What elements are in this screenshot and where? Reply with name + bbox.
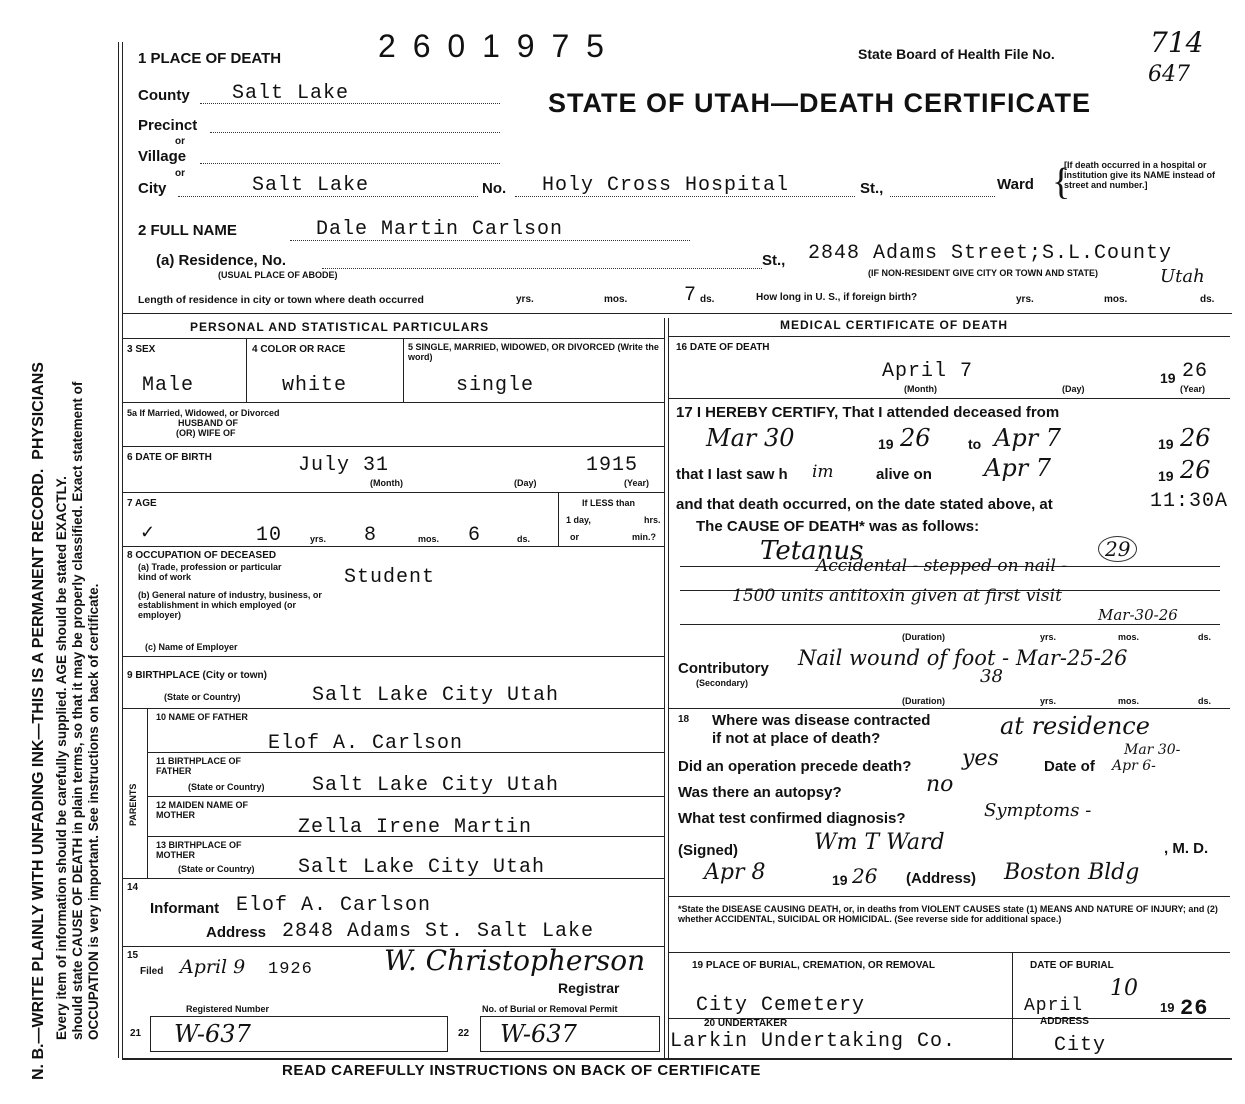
color-label: 4 COLOR OR RACE (252, 344, 346, 355)
footer-instructions: READ CAREFULLY INSTRUCTIONS ON BACK OF CERTIFICATE (282, 1062, 761, 1079)
signed-label: (Signed) (678, 842, 738, 859)
residence-label: (a) Residence, No. (156, 252, 287, 269)
contributory-extra: 38 (980, 666, 1003, 687)
state-hand: Utah (1160, 266, 1205, 287)
father-bp-label: 11 BIRTHPLACE OF FATHER (156, 756, 242, 776)
county-label: County (138, 87, 190, 104)
column-divider (668, 318, 669, 1058)
item-22: 22 (458, 1028, 470, 1039)
date-of-death-year: 26 (1182, 360, 1209, 383)
attended-to-lbl: to (968, 436, 982, 452)
operation-label: Did an operation precede death? (678, 758, 912, 775)
spouse-label-3: (OR) WIFE OF (176, 428, 236, 438)
medical-line-2 (668, 708, 1230, 709)
father-bp-sub: (State or Country) (188, 782, 265, 792)
cause-2: Accidental - stepped on nail - (816, 556, 1068, 576)
where-label: Where was disease contracted (712, 712, 931, 729)
row-line-1 (122, 402, 664, 403)
length-ds-label: ds. (700, 294, 715, 305)
attended-to: Apr 7 (994, 424, 1062, 452)
village-label: Village (138, 148, 187, 165)
st-line (890, 196, 995, 197)
occurred-label: and that death occurred, on the date stated above, at (676, 496, 1053, 513)
burial-year-pre: 19 (1160, 1000, 1175, 1015)
burial-place-value: City Cemetery (696, 994, 866, 1017)
personal-header-line (122, 338, 664, 339)
age-mos: 8 (364, 524, 378, 547)
dob-label: 6 DATE OF BIRTH (127, 452, 212, 463)
last-saw-label: that I last saw h (676, 466, 788, 483)
side-instruction-1: Every item of information should be carefully supplied. AGE should be stated EXACTLY. (54, 476, 69, 1040)
medical-header-line (668, 336, 1230, 337)
us-yrs-label: yrs. (1016, 294, 1034, 305)
birthplace-label: 9 BIRTHPLACE (City or town) (127, 670, 267, 681)
sex-value: Male (142, 374, 195, 397)
operation-value: yes (962, 746, 999, 771)
filed-value: April 9 (180, 956, 246, 978)
file-no-alt: 647 (1148, 62, 1190, 87)
death-day-sub: (Day) (1062, 384, 1085, 394)
bottom-border (122, 1058, 1232, 1060)
burial-place-label: 19 PLACE OF BURIAL, CREMATION, OR REMOVAL (692, 960, 935, 971)
alive-on-label: alive on (876, 466, 932, 483)
county-value: Salt Lake (232, 82, 350, 105)
parents-divider (147, 708, 148, 878)
residence-value: 2848 Adams Street;S.L.County (808, 242, 1173, 265)
row-line-4 (122, 546, 664, 547)
min-lbl: min.? (632, 532, 656, 542)
birthplace-value: Salt Lake City Utah (312, 684, 560, 707)
ward-label: Ward (997, 176, 1034, 193)
op-date-value-2: Apr 6- (1112, 758, 1156, 774)
informant-address-label: Address (206, 924, 267, 941)
or-1: or (175, 136, 185, 147)
column-divider-2 (664, 318, 665, 1058)
informant-address-value: 2848 Adams St. Salt Lake (282, 920, 595, 943)
duration-ds-2: ds. (1198, 696, 1212, 706)
occupation-label: 8 OCCUPATION OF DECEASED (127, 550, 277, 561)
length-mos-value: 7 (684, 284, 698, 307)
age-yrs: 10 (256, 524, 283, 547)
signed-value: Wm T Ward (814, 830, 945, 855)
mother-label: 12 MAIDEN NAME OF MOTHER (156, 800, 249, 820)
registrar-signature: W. Christopherson (384, 944, 646, 977)
precinct-label: Precinct (138, 117, 198, 134)
medical-line-1 (668, 398, 1230, 399)
attended-from-year: 26 (900, 424, 931, 452)
dob-month-sub: (Month) (370, 478, 403, 488)
op-date-value-1: Mar 30- (1124, 742, 1181, 758)
birthplace-sub: (State or Country) (164, 692, 241, 702)
burial-permit-value: W-637 (500, 1020, 577, 1048)
father-bp-value: Salt Lake City Utah (312, 774, 560, 797)
or-lbl: or (570, 532, 579, 542)
attended-to-year: 26 (1180, 424, 1211, 452)
length-mos-label: mos. (604, 294, 628, 305)
age-yrs-lbl: yrs. (310, 534, 327, 544)
us-label: How long in U. S., if foreign birth? (756, 292, 918, 303)
father-label: 10 NAME OF FATHER (156, 712, 248, 722)
last-saw-him: im (812, 462, 834, 482)
burial-permit-label: No. of Burial or Removal Permit (482, 1004, 618, 1014)
dob-year-sub: (Year) (624, 478, 650, 488)
duration-yrs-1: yrs. (1040, 632, 1057, 642)
item-18: 18 (678, 714, 690, 725)
length-yrs-label: yrs. (516, 294, 534, 305)
registrar-label: Registrar (558, 980, 620, 996)
marital-value: single (456, 374, 535, 397)
full-name-label: 2 FULL NAME (138, 222, 237, 239)
dob-year: 1915 (586, 454, 639, 477)
city-label: City (138, 180, 167, 197)
burial-date-label: DATE OF BURIAL (1030, 960, 1114, 971)
certify-label: 17 I HEREBY CERTIFY, That I attended deceased from (676, 404, 1060, 421)
last-saw-year-pre: 19 (1158, 468, 1174, 484)
mother-bp-label: 13 BIRTHPLACE OF MOTHER (156, 840, 242, 860)
attended-from: Mar 30 (706, 424, 795, 452)
duration-ds-1: ds. (1198, 632, 1212, 642)
hrs-lbl: hrs. (644, 515, 661, 525)
dob-day-sub: (Day) (514, 478, 537, 488)
signed-address-label: (Address) (906, 870, 977, 887)
row-line-5 (122, 656, 664, 657)
last-saw-value: Apr 7 (984, 454, 1052, 482)
parents-label: PARENTS (128, 783, 138, 826)
date-of-death-label: 16 DATE OF DEATH (676, 342, 770, 353)
where-value: at residence (1000, 712, 1150, 740)
personal-header: PERSONAL AND STATISTICAL PARTICULARS (190, 320, 490, 334)
parent-line-1 (147, 752, 664, 753)
mother-bp-sub: (State or Country) (178, 864, 255, 874)
signed-date: Apr 8 (704, 860, 766, 885)
father-value: Elof A. Carlson (268, 732, 464, 755)
where-label-2: if not at place of death? (712, 730, 881, 747)
registered-number-value: W-637 (174, 1020, 251, 1048)
cause-4: Mar-30-26 (1098, 606, 1178, 624)
duration-mos-2: mos. (1118, 696, 1140, 706)
day-lbl: 1 day, (566, 515, 591, 525)
side-instruction-2: should state CAUSE OF DEATH in plain terms, so that it may be properly classified. Exact statement of (70, 381, 85, 1040)
autopsy-value: no (926, 772, 954, 797)
attended-to-year-pre: 19 (1158, 436, 1174, 452)
street-no-value: Holy Cross Hospital (542, 174, 790, 197)
medical-line-4 (668, 952, 1230, 953)
or-2: or (175, 168, 185, 179)
outer-left-border (118, 42, 119, 1058)
duration-2: (Duration) (902, 696, 945, 706)
age-label: 7 AGE (127, 498, 157, 509)
test-value: Symptoms - (984, 800, 1092, 821)
op-date-label: Date of (1044, 758, 1095, 775)
row-line-2 (122, 446, 664, 447)
registered-number-label: Registered Number (186, 1004, 270, 1014)
color-value: white (282, 374, 348, 397)
row-line-6 (122, 708, 664, 709)
undertaker-address-label: ADDRESS (1040, 1016, 1089, 1027)
mother-bp-value: Salt Lake City Utah (298, 856, 546, 879)
less-label: If LESS than (582, 498, 636, 508)
item-14: 14 (127, 882, 139, 893)
residence-st-label: St., (762, 252, 786, 269)
outer-left-border-2 (122, 42, 123, 1058)
signed-year: 26 (852, 864, 878, 888)
place-of-death-label: 1 PLACE OF DEATH (138, 50, 282, 67)
certificate-title: STATE OF UTAH—DEATH CERTIFICATE (548, 88, 1091, 118)
contributory-label: Contributory (678, 660, 769, 677)
medical-line-3 (668, 896, 1230, 897)
parent-line-3 (147, 836, 664, 837)
signed-address-value: Boston Bldg (1004, 860, 1140, 885)
death-year-sub: (Year) (1180, 384, 1206, 394)
cause-3: 1500 units antitoxin given at first visit (732, 586, 1062, 606)
undertaker-value: Larkin Undertaking Co. (670, 1030, 957, 1053)
duration-mos-1: mos. (1118, 632, 1140, 642)
precinct-line (210, 132, 500, 133)
section-divider (122, 313, 1232, 314)
age-mos-lbl: mos. (418, 534, 440, 544)
cause-circle: 29 (1098, 536, 1137, 562)
st-label: St., (860, 180, 884, 197)
hospital-bracket: { (1052, 161, 1071, 203)
mother-value: Zella Irene Martin (298, 816, 533, 839)
cause-1: Tetanus (760, 536, 864, 566)
occupation-value: Student (344, 566, 436, 589)
row-line-3 (122, 492, 664, 493)
occupation-c: (c) Name of Employer (145, 642, 238, 652)
residence-line (322, 268, 762, 269)
duration-yrs-2: yrs. (1040, 696, 1057, 706)
spouse-label-2: HUSBAND OF (178, 418, 238, 428)
last-saw-year: 26 (1180, 456, 1211, 484)
age-check: ✓ (140, 522, 156, 542)
medical-header: MEDICAL CERTIFICATE OF DEATH (780, 318, 1008, 332)
date-of-death-year-pre: 19 (1160, 370, 1176, 386)
filed-label: Filed (140, 966, 164, 977)
occupation-a: (a) Trade, profession or particular kind of work (138, 562, 282, 582)
city-value: Salt Lake (252, 174, 370, 197)
undertaker-address-value: City (1054, 1034, 1107, 1057)
cause-footnote: *State the DISEASE CAUSING DEATH, or, in deaths from VIOLENT CAUSES state (1) MEANS AND NATURE OF INJURY; and (2) whether ACCIDENTAL, SUICIDAL OR HOMICIDAL. (See reverse side for additional space.) (678, 904, 1218, 924)
stamp-number: 2 6 0 1 9 7 5 (378, 28, 608, 64)
dob-value: July 31 (298, 454, 390, 477)
file-no-label: State Board of Health File No. (858, 46, 1055, 62)
nonresident-note: (IF NON-RESIDENT GIVE CITY OR TOWN AND STATE) (868, 268, 1099, 278)
date-of-death-value: April 7 (882, 360, 974, 383)
burial-year: 26 (1180, 996, 1209, 1021)
sex-color-divider (246, 338, 247, 402)
burial-divider (1012, 952, 1013, 1058)
length-residence-label: Length of residence in city or town where death occurred (138, 294, 424, 306)
cause-label: The CAUSE OF DEATH* was as follows: (696, 518, 980, 535)
village-line (200, 163, 500, 164)
parent-line-2 (147, 796, 664, 797)
occurred-time: 11:30A (1150, 490, 1229, 513)
autopsy-label: Was there an autopsy? (678, 784, 842, 801)
informant-value: Elof A. Carlson (236, 894, 432, 917)
contributory-value: Nail wound of foot - Mar-25-26 (798, 646, 1128, 670)
age-ds: 6 (468, 524, 482, 547)
sex-label: 3 SEX (127, 344, 156, 355)
residence-sub: (USUAL PLACE OF ABODE) (218, 270, 338, 280)
full-name-value: Dale Martin Carlson (316, 218, 564, 241)
row-line-7 (122, 878, 664, 879)
file-no-value: 714 (1150, 26, 1204, 59)
us-mos-label: mos. (1104, 294, 1128, 305)
item-15: 15 (127, 950, 139, 961)
attended-from-year-pre: 19 (878, 436, 894, 452)
burial-day: 10 (1110, 976, 1138, 1001)
age-less-divider (558, 492, 559, 546)
street-no-label: No. (482, 180, 507, 197)
side-warning-text: N. B.—WRITE PLAINLY WITH UNFADING INK—THIS IS A PERMANENT RECORD. PHYSICIANS (30, 362, 47, 1080)
undertaker-label: 20 UNDERTAKER (704, 1018, 788, 1029)
age-ds-lbl: ds. (517, 534, 531, 544)
occupation-b: (b) General nature of industry, business, or establishment in which employed (or employer) (138, 590, 322, 620)
md-label: , M. D. (1164, 840, 1209, 857)
contributory-sub: (Secondary) (696, 678, 749, 688)
informant-label: Informant (150, 900, 220, 917)
death-month-sub: (Month) (904, 384, 937, 394)
duration-1: (Duration) (902, 632, 945, 642)
marital-label: 5 SINGLE, MARRIED, WIDOWED, OR DIVORCED (Write the word) (408, 342, 659, 362)
test-label: What test confirmed diagnosis? (678, 810, 906, 827)
burial-date-value: April (1024, 996, 1084, 1016)
spouse-label-1: 5a If Married, Widowed, or Divorced (127, 408, 280, 418)
hospital-note: [If death occurred in a hospital or institution give its NAME instead of street and number.] (1064, 160, 1216, 190)
us-ds-label: ds. (1200, 294, 1215, 305)
signed-year-pre: 19 (832, 872, 848, 888)
filed-year: 1926 (268, 960, 313, 979)
item-21: 21 (130, 1028, 142, 1039)
cause-line-3 (680, 624, 1220, 625)
color-marital-divider (403, 338, 404, 402)
side-instruction-3: OCCUPATION is very important. See instructions on back of certificate. (86, 583, 101, 1040)
